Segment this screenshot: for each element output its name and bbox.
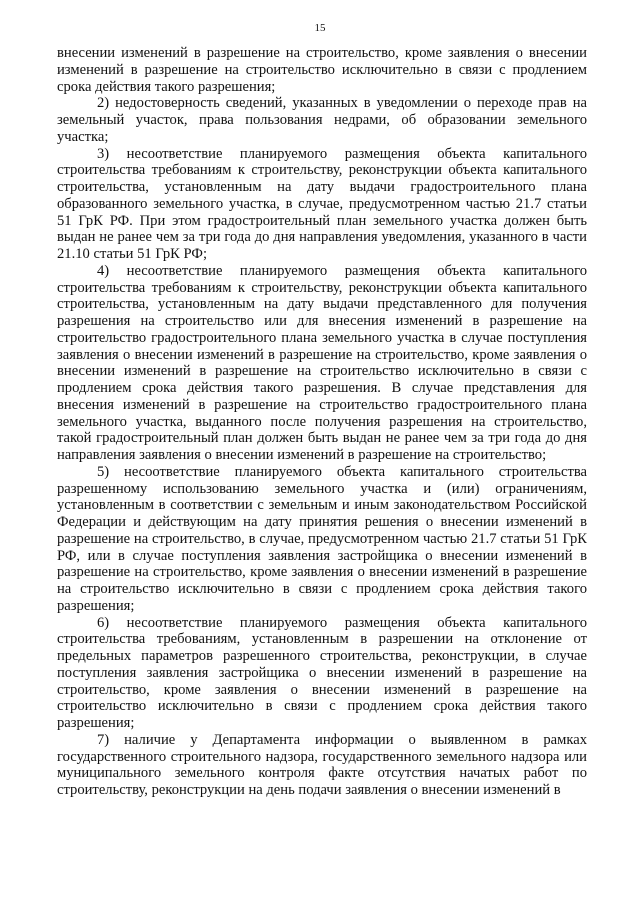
document-body <box>57 45 587 799</box>
paragraph-item-6: 6) несоответствие планируемого размещения объекта капитального строительства требованиям, установленным в разрешении на отклонение от предельных параметров разрешенного строительства, реконструкции, в случае поступления заявления застройщика о внесении изменений в разрешение на строительство, кроме заявления о внесении изменений в разрешение на строительство исключительно в связи с продлением срока действия такого разрешения; <box>57 614 587 731</box>
paragraph-item-4: 4) несоответствие планируемого размещения объекта капитального строительства требованиям к строительству, реконструкции объекта капитального строительства, установленным на дату выдачи представленного для получения разрешения на строительство или для внесения изменений в разрешение на строительство градостроительного плана земельного участка в случае поступления заявления о внесении изменений в разрешение на строительство, кроме заявления о внесении изменений в разрешение на строительство исключительно в связи с продлением срока действия такого разрешения. В случае представления для внесения изменений в разрешение на строительство градостроительного плана земельного участка, выданного после получения разрешения на строительство, такой градостроительный план должен быть выдан не ранее чем за три года до дня направления заявления о внесении изменений в разрешение на строительство; <box>57 262 587 463</box>
paragraph-item-3: 3) несоответствие планируемого размещения объекта капитального строительства требованиям к строительству, реконструкции объекта капитального строительства, установленным на дату выдачи градостроительного плана образованного земельного участка, в случае, предусмотренном частью 21.7 статьи 51 ГрК РФ. При этом градостроительный план земельного участка должен быть выдан не ранее чем за три года до дня направления уведомления, указанного в части 21.10 статьи 51 ГрК РФ; <box>57 145 587 262</box>
paragraph-item-5: 5) несоответствие планируемого объекта капитального строительства разрешенному использованию земельного участка и (или) ограничениям, установленным в соответствии с земельным и иным законодательством Российской Федерации и действующим на дату принятия решения о внесении изменений в разрешение на строительство, в случае, предусмотренном частью 21.7 статьи 51 ГрК РФ, или в случае поступления заявления застройщика о внесении изменений в разрешение на строительство, кроме заявления о внесении изменений в разрешение на строительство исключительно в связи с продлением срока действия такого разрешения; <box>57 463 587 614</box>
paragraph-item-2: 2) недостоверность сведений, указанных в уведомлении о переходе прав на земельный участок, права пользования недрами, об образовании земельного участка; <box>57 95 587 145</box>
paragraph-continuation: внесении изменений в разрешение на строительство, кроме заявления о внесении изменений в разрешение на строительство исключительно в связи с продлением срока действия такого разрешения; <box>57 45 587 95</box>
page-number: 15 <box>314 22 326 34</box>
paragraph-item-7: 7) наличие у Департамента информации о выявленном в рамках государственного строительного надзора, государственного земельного надзора или муниципального земельного контроля факте отсутствия начатых работ по строительству, реконструкции на день подачи заявления о внесении изменений в <box>57 731 587 798</box>
